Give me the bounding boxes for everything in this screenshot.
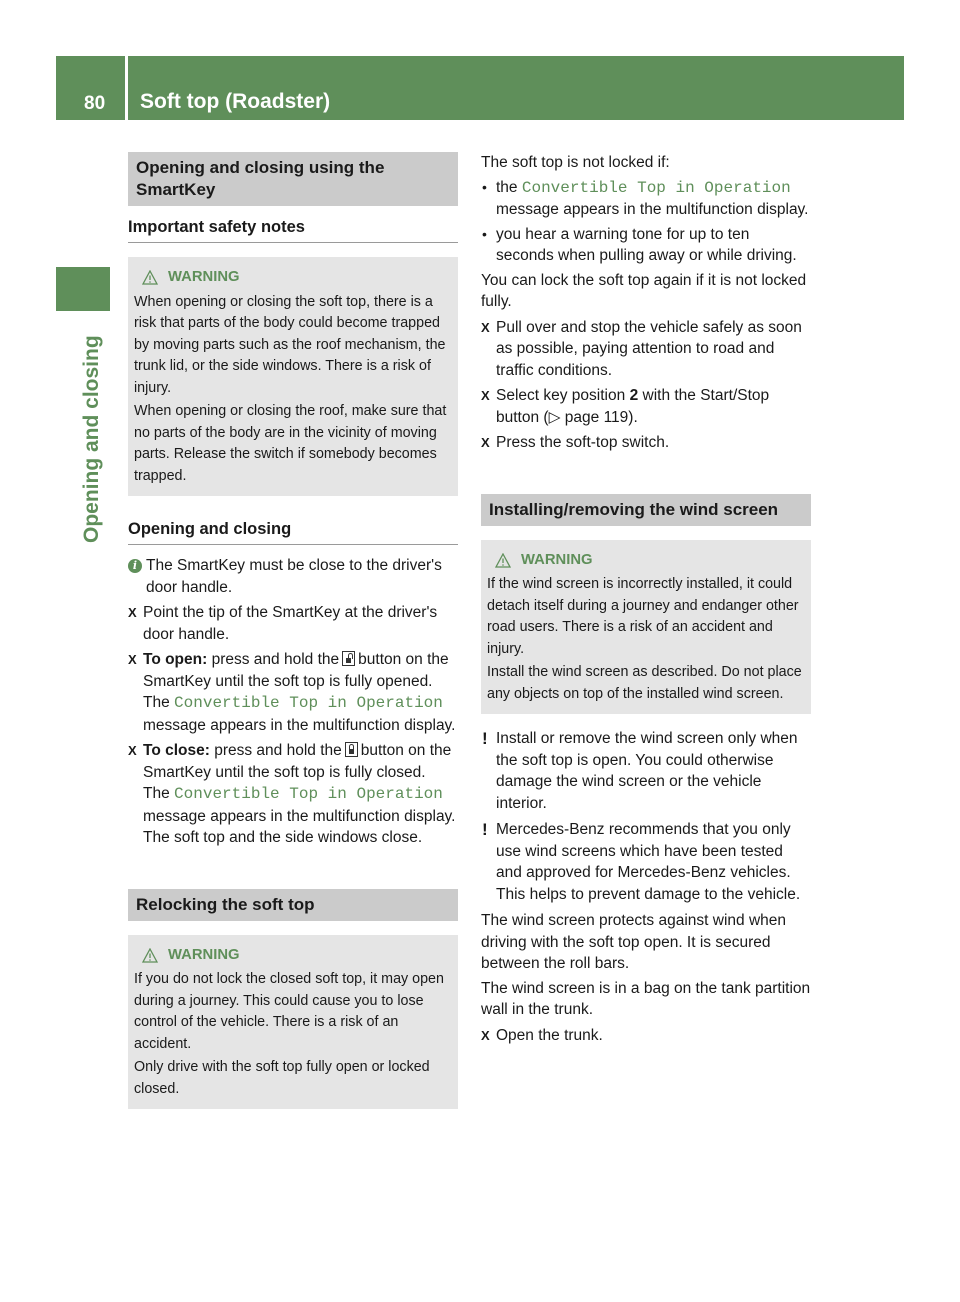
right-column (481, 152, 811, 1046)
warning-triangle-icon (142, 948, 158, 963)
warning-header (495, 550, 805, 572)
warning-header (142, 267, 452, 289)
section-title-relocking: Relocking the soft top (128, 889, 458, 921)
left-column (128, 152, 458, 1109)
side-tab-label: Opening and closing (80, 335, 103, 543)
header-divider (125, 56, 128, 120)
warning-label: WARNING (168, 946, 240, 963)
bullet-icon: • (482, 178, 487, 195)
section-title-wind-screen: Installing/removing the wind screen (481, 494, 811, 526)
warning-box-relocking (128, 935, 458, 1110)
step-arrow-icon: X (481, 319, 490, 335)
not-locked-intro: The soft top is not locked if: (481, 154, 670, 171)
wind-screen-protects: The wind screen protects against wind when driving with the soft top open. It is secured between the roll bars. (481, 912, 786, 972)
lock-again-text: You can lock the soft top again if it is not locked fully. (481, 271, 807, 310)
side-tab (58, 323, 108, 543)
display-message: Convertible Top in Operation (174, 694, 443, 712)
step-open-trunk: X Open the trunk. (481, 1025, 811, 1047)
step-key-position: X Select key position 2 with the Start/Stop button (▷ page 119). (481, 387, 770, 426)
warning-box-wind-screen (481, 540, 811, 715)
warning-label: WARNING (168, 269, 240, 285)
display-message: Convertible Top in Operation (174, 785, 443, 803)
wind-screen-location: The wind screen is in a bag on the tank partition wall in the trunk. (481, 979, 811, 1018)
step-to-open: X To open: press and hold the button on the SmartKey until the soft top is fully opened. The Convertible Top in Operation message appears in the multifunction display. (128, 651, 456, 734)
warning-text: Only drive with the soft top fully open or locked closed. (134, 1059, 430, 1097)
bullet-display-message: • the Convertible Top in Operation message appears in the multifunction display. (482, 178, 809, 218)
warning-triangle-icon (142, 270, 158, 285)
info-icon: i (128, 559, 142, 573)
warning-text: If the wind screen is incorrectly installed, it could detach itself during a journey and endanger other road users. There is a risk of an accident and injury. (487, 576, 799, 657)
step-arrow-icon: X (481, 435, 490, 450)
warning-label: WARNING (521, 551, 593, 568)
step-arrow-icon: X (128, 652, 137, 667)
step-pull-over: X Pull over and stop the vehicle safely as soon as possible, paying attention to road and traffic conditions. (481, 318, 802, 379)
unlock-icon (342, 651, 355, 666)
step-arrow-icon: X (481, 388, 490, 403)
step-to-close: X To close: press and hold the button on the SmartKey until the soft top is fully closed. The Convertible Top in Operation message appears in the multifunction display. The soft top and the side windows close. (128, 742, 456, 846)
page-reference[interactable]: page 119). (564, 408, 638, 426)
step-arrow-icon: X (481, 1027, 490, 1043)
caution-icon: ! (482, 820, 488, 839)
section-title-smartkey: Opening and closing using the SmartKey (128, 152, 458, 206)
heading-safety-notes: Important safety notes (128, 218, 458, 243)
info-note: i The SmartKey must be close to the driver's door handle. (128, 555, 458, 598)
warning-header (142, 945, 452, 967)
heading-opening-closing: Opening and closing (128, 520, 458, 545)
page-number: 80 (84, 93, 106, 114)
bullet-icon: • (482, 225, 487, 242)
step-press-switch: X Press the soft-top switch. (481, 432, 811, 454)
warning-text: When opening or closing the soft top, there is a risk that parts of the body could become trapped by moving parts such as the roof mechanism, the trunk lid, or the side windows. There is a risk of injury. (134, 293, 446, 396)
caution-install-remove: ! Install or remove the wind screen only when the soft top is open. You could otherwise damage the wind screen or the vehicle interior. (482, 729, 798, 812)
caution-approved-screens: ! Mercedes-Benz recommends that you only use wind screens which have been tested and approved for Mercedes-Benz vehicles. This helps to prevent damage to the vehicle. (482, 820, 801, 903)
display-message: Convertible Top in Operation (521, 178, 791, 197)
warning-text: When opening or closing the roof, make sure that no parts of the body are in the vicinity of moving parts. Release the switch if somebody becomes trapped. (134, 403, 447, 484)
warning-triangle-icon (495, 553, 511, 568)
page-ref-icon: ▷ (548, 408, 561, 426)
side-tab-marker (56, 267, 110, 311)
warning-text: If you do not lock the closed soft top, it may open during a journey. This could cause you to lose control of the vehicle. There is a risk of an accident. (134, 971, 444, 1052)
step-arrow-icon: X (128, 743, 137, 758)
lock-icon (345, 742, 358, 757)
page-title: Soft top (Roadster) (140, 90, 331, 113)
step-arrow-icon: X (128, 605, 137, 620)
caution-icon: ! (482, 729, 488, 748)
step-point-key: X Point the tip of the SmartKey at the driver's door handle. (128, 604, 438, 643)
bullet-warning-tone: • you hear a warning tone for up to ten seconds when pulling away or while driving. (482, 225, 797, 264)
warning-text: Install the wind screen as described. Do not place any objects on top of the installed wind screen. (487, 664, 802, 702)
warning-box-soft-top (128, 257, 458, 496)
